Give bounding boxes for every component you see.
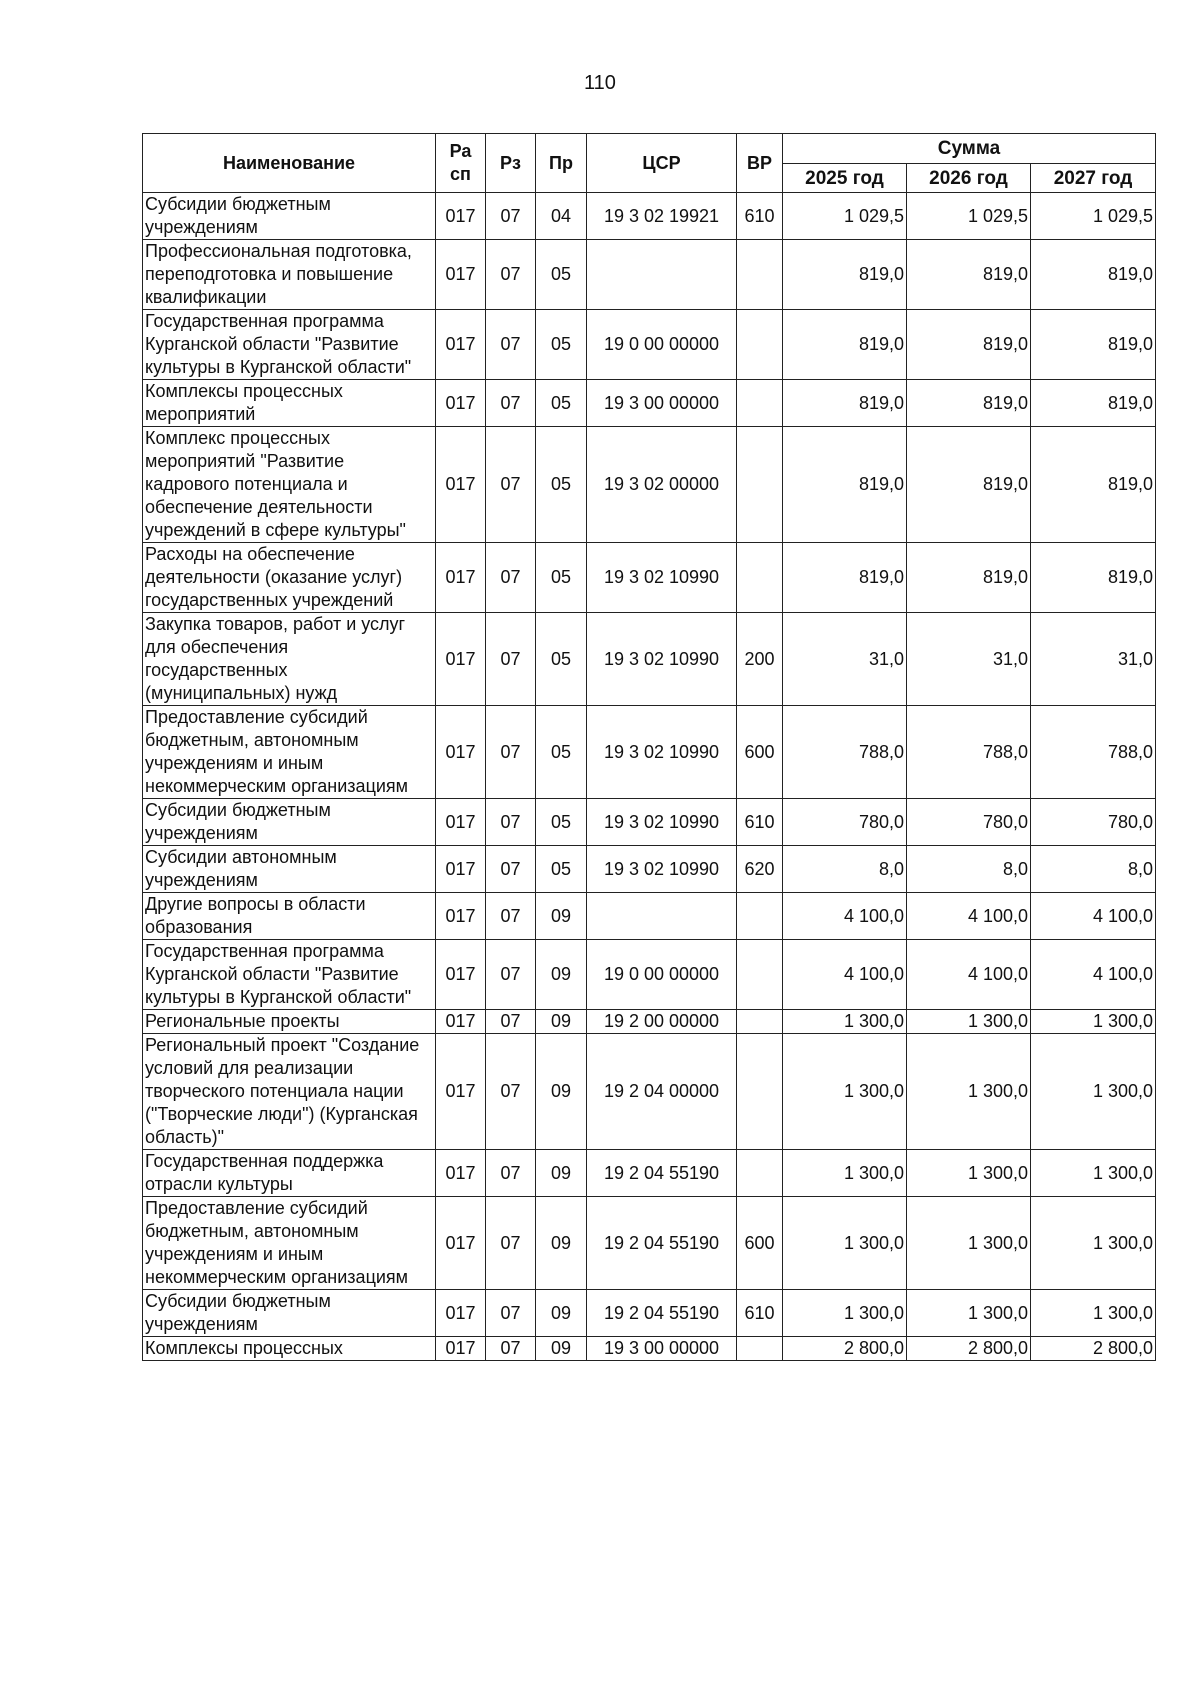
- cell-csr: 19 3 02 00000: [587, 427, 737, 543]
- cell-amount-2026: 819,0: [907, 427, 1031, 543]
- cell-vr: [737, 240, 783, 310]
- table-row: [143, 193, 1156, 240]
- cell-vr: [737, 427, 783, 543]
- cell-name: Другие вопросы в области образования: [143, 893, 436, 940]
- cell-amount-2026: 1 300,0: [907, 1010, 1031, 1034]
- cell-vr: [737, 1010, 783, 1034]
- cell-name: Предоставление субсидий бюджетным, автономным учреждениям и иным некоммерческим организациям: [143, 1197, 436, 1290]
- cell-rz: 07: [486, 427, 536, 543]
- cell-amount-2027: 8,0: [1031, 846, 1156, 893]
- cell-amount-2025: 819,0: [783, 380, 907, 427]
- cell-name: Региональные проекты: [143, 1010, 436, 1034]
- cell-amount-2025: 31,0: [783, 613, 907, 706]
- cell-name: Комплексы процессных: [143, 1337, 436, 1361]
- cell-rasp: 017: [436, 240, 486, 310]
- table-row: [143, 893, 1156, 940]
- cell-pr: 09: [536, 1150, 587, 1197]
- cell-amount-2027: 819,0: [1031, 310, 1156, 380]
- cell-amount-2025: 780,0: [783, 799, 907, 846]
- cell-rz: 07: [486, 1290, 536, 1337]
- cell-rasp: 017: [436, 193, 486, 240]
- cell-amount-2027: 780,0: [1031, 799, 1156, 846]
- page-number: 110: [584, 72, 616, 94]
- cell-name: Комплексы процессных мероприятий: [143, 380, 436, 427]
- cell-csr: 19 0 00 00000: [587, 940, 737, 1010]
- table-row: [143, 1150, 1156, 1197]
- cell-vr: 600: [737, 706, 783, 799]
- cell-amount-2026: 780,0: [907, 799, 1031, 846]
- cell-pr: 05: [536, 240, 587, 310]
- cell-amount-2025: 8,0: [783, 846, 907, 893]
- cell-rasp: 017: [436, 846, 486, 893]
- cell-name: Субсидии бюджетным учреждениям: [143, 1290, 436, 1337]
- cell-rasp: 017: [436, 613, 486, 706]
- cell-rasp: 017: [436, 799, 486, 846]
- cell-amount-2026: 819,0: [907, 543, 1031, 613]
- cell-vr: 610: [737, 1290, 783, 1337]
- cell-csr: 19 3 02 10990: [587, 706, 737, 799]
- table-row: [143, 1337, 1156, 1361]
- cell-amount-2027: 1 300,0: [1031, 1290, 1156, 1337]
- table-row: [143, 1290, 1156, 1337]
- cell-csr: 19 2 04 55190: [587, 1197, 737, 1290]
- cell-name: Профессиональная подготовка, переподготовка и повышение квалификации: [143, 240, 436, 310]
- cell-vr: 200: [737, 613, 783, 706]
- cell-amount-2027: 788,0: [1031, 706, 1156, 799]
- cell-csr: 19 3 02 10990: [587, 543, 737, 613]
- table-row: [143, 543, 1156, 613]
- cell-rasp: 017: [436, 1337, 486, 1361]
- header-year-2025: 2025 год: [783, 164, 907, 193]
- cell-amount-2027: 1 300,0: [1031, 1010, 1156, 1034]
- cell-csr: 19 0 00 00000: [587, 310, 737, 380]
- cell-amount-2026: 4 100,0: [907, 940, 1031, 1010]
- cell-rz: 07: [486, 1197, 536, 1290]
- cell-amount-2027: 1 300,0: [1031, 1150, 1156, 1197]
- cell-name: Государственная поддержка отрасли культуры: [143, 1150, 436, 1197]
- cell-amount-2025: 1 300,0: [783, 1034, 907, 1150]
- cell-name: Предоставление субсидий бюджетным, автономным учреждениям и иным некоммерческим организациям: [143, 706, 436, 799]
- cell-amount-2026: 1 300,0: [907, 1197, 1031, 1290]
- cell-amount-2027: 4 100,0: [1031, 940, 1156, 1010]
- cell-rz: 07: [486, 543, 536, 613]
- cell-pr: 09: [536, 1034, 587, 1150]
- table-row: [143, 380, 1156, 427]
- cell-amount-2026: 1 300,0: [907, 1290, 1031, 1337]
- cell-rz: 07: [486, 240, 536, 310]
- header-rz: Рз: [486, 134, 536, 193]
- cell-csr: 19 2 04 00000: [587, 1034, 737, 1150]
- cell-rasp: 017: [436, 310, 486, 380]
- header-rasp: Ра сп: [436, 134, 486, 193]
- cell-csr: 19 3 02 19921: [587, 193, 737, 240]
- cell-name: Комплекс процессных мероприятий "Развитие кадрового потенциала и обеспечение деятельности учреждений в сфере культуры": [143, 427, 436, 543]
- cell-amount-2027: 1 029,5: [1031, 193, 1156, 240]
- table-row: [143, 799, 1156, 846]
- cell-amount-2027: 1 300,0: [1031, 1034, 1156, 1150]
- cell-amount-2027: 819,0: [1031, 543, 1156, 613]
- cell-amount-2027: 31,0: [1031, 613, 1156, 706]
- cell-csr: 19 3 02 10990: [587, 846, 737, 893]
- cell-rz: 07: [486, 613, 536, 706]
- cell-pr: 05: [536, 543, 587, 613]
- cell-rasp: 017: [436, 940, 486, 1010]
- cell-pr: 05: [536, 799, 587, 846]
- cell-rasp: 017: [436, 543, 486, 613]
- cell-pr: 05: [536, 706, 587, 799]
- cell-amount-2025: 1 300,0: [783, 1150, 907, 1197]
- cell-amount-2026: 1 300,0: [907, 1150, 1031, 1197]
- table-row: [143, 1010, 1156, 1034]
- cell-csr: 19 2 00 00000: [587, 1010, 737, 1034]
- cell-amount-2026: 4 100,0: [907, 893, 1031, 940]
- cell-vr: [737, 1034, 783, 1150]
- cell-csr: [587, 240, 737, 310]
- table-row: [143, 427, 1156, 543]
- cell-csr: 19 3 02 10990: [587, 799, 737, 846]
- table-row: [143, 1034, 1156, 1150]
- cell-amount-2027: 2 800,0: [1031, 1337, 1156, 1361]
- cell-rasp: 017: [436, 706, 486, 799]
- cell-vr: [737, 310, 783, 380]
- header-name: Наименование: [143, 134, 436, 193]
- cell-amount-2025: 788,0: [783, 706, 907, 799]
- cell-rasp: 017: [436, 380, 486, 427]
- cell-amount-2025: 1 300,0: [783, 1010, 907, 1034]
- cell-amount-2025: 4 100,0: [783, 893, 907, 940]
- cell-pr: 04: [536, 193, 587, 240]
- cell-vr: [737, 940, 783, 1010]
- cell-amount-2025: 4 100,0: [783, 940, 907, 1010]
- cell-amount-2026: 31,0: [907, 613, 1031, 706]
- header-csr: ЦСР: [587, 134, 737, 193]
- cell-rasp: 017: [436, 893, 486, 940]
- cell-csr: 19 3 00 00000: [587, 1337, 737, 1361]
- cell-amount-2025: 819,0: [783, 543, 907, 613]
- cell-vr: 600: [737, 1197, 783, 1290]
- cell-rz: 07: [486, 1150, 536, 1197]
- cell-rz: 07: [486, 1337, 536, 1361]
- cell-name: Государственная программа Курганской области "Развитие культуры в Курганской области": [143, 310, 436, 380]
- cell-amount-2025: 1 300,0: [783, 1290, 907, 1337]
- cell-name: Субсидии бюджетным учреждениям: [143, 193, 436, 240]
- cell-rasp: 017: [436, 1010, 486, 1034]
- cell-rasp: 017: [436, 1197, 486, 1290]
- cell-amount-2027: 4 100,0: [1031, 893, 1156, 940]
- cell-pr: 09: [536, 1337, 587, 1361]
- cell-rz: 07: [486, 893, 536, 940]
- cell-pr: 05: [536, 846, 587, 893]
- cell-amount-2026: 2 800,0: [907, 1337, 1031, 1361]
- cell-amount-2026: 819,0: [907, 380, 1031, 427]
- header-vr: ВР: [737, 134, 783, 193]
- cell-pr: 09: [536, 1290, 587, 1337]
- table-row: [143, 1197, 1156, 1290]
- cell-rz: 07: [486, 193, 536, 240]
- cell-amount-2026: 819,0: [907, 240, 1031, 310]
- cell-pr: 05: [536, 427, 587, 543]
- cell-csr: 19 2 04 55190: [587, 1290, 737, 1337]
- cell-amount-2026: 1 029,5: [907, 193, 1031, 240]
- cell-amount-2025: 1 029,5: [783, 193, 907, 240]
- cell-vr: 620: [737, 846, 783, 893]
- cell-amount-2026: 788,0: [907, 706, 1031, 799]
- cell-name: Субсидии автономным учреждениям: [143, 846, 436, 893]
- cell-csr: 19 3 00 00000: [587, 380, 737, 427]
- table-row: [143, 240, 1156, 310]
- cell-name: Региональный проект "Создание условий для реализации творческого потенциала нации ("Творческие люди") (Курганская область)": [143, 1034, 436, 1150]
- cell-amount-2026: 8,0: [907, 846, 1031, 893]
- table-body: [143, 193, 1156, 1361]
- cell-rasp: 017: [436, 1290, 486, 1337]
- cell-vr: 610: [737, 193, 783, 240]
- table-row: [143, 846, 1156, 893]
- cell-pr: 09: [536, 1197, 587, 1290]
- cell-rz: 07: [486, 799, 536, 846]
- cell-amount-2027: 819,0: [1031, 240, 1156, 310]
- cell-amount-2027: 1 300,0: [1031, 1197, 1156, 1290]
- cell-rz: 07: [486, 380, 536, 427]
- cell-rasp: 017: [436, 1150, 486, 1197]
- header-pr: Пр: [536, 134, 587, 193]
- header-sum: Сумма: [783, 134, 1156, 164]
- cell-amount-2025: 819,0: [783, 240, 907, 310]
- cell-vr: [737, 1150, 783, 1197]
- budget-table: [142, 133, 1156, 1361]
- cell-name: Расходы на обеспечение деятельности (оказание услуг) государственных учреждений: [143, 543, 436, 613]
- cell-csr: [587, 893, 737, 940]
- header-year-2026: 2026 год: [907, 164, 1031, 193]
- cell-amount-2025: 1 300,0: [783, 1197, 907, 1290]
- cell-rz: 07: [486, 1034, 536, 1150]
- cell-rz: 07: [486, 940, 536, 1010]
- cell-rasp: 017: [436, 1034, 486, 1150]
- cell-rz: 07: [486, 706, 536, 799]
- cell-pr: 05: [536, 613, 587, 706]
- cell-amount-2027: 819,0: [1031, 427, 1156, 543]
- table-row: [143, 613, 1156, 706]
- cell-pr: 05: [536, 310, 587, 380]
- cell-vr: [737, 1337, 783, 1361]
- cell-pr: 09: [536, 940, 587, 1010]
- cell-pr: 09: [536, 893, 587, 940]
- cell-amount-2026: 1 300,0: [907, 1034, 1031, 1150]
- cell-amount-2025: 2 800,0: [783, 1337, 907, 1361]
- cell-name: Субсидии бюджетным учреждениям: [143, 799, 436, 846]
- cell-rasp: 017: [436, 427, 486, 543]
- cell-csr: 19 3 02 10990: [587, 613, 737, 706]
- cell-vr: [737, 380, 783, 427]
- table-row: [143, 940, 1156, 1010]
- cell-pr: 05: [536, 380, 587, 427]
- cell-vr: 610: [737, 799, 783, 846]
- table-row: [143, 310, 1156, 380]
- cell-vr: [737, 893, 783, 940]
- cell-rz: 07: [486, 846, 536, 893]
- cell-vr: [737, 543, 783, 613]
- header-year-2027: 2027 год: [1031, 164, 1156, 193]
- cell-csr: 19 2 04 55190: [587, 1150, 737, 1197]
- cell-amount-2026: 819,0: [907, 310, 1031, 380]
- cell-name: Государственная программа Курганской области "Развитие культуры в Курганской области": [143, 940, 436, 1010]
- cell-pr: 09: [536, 1010, 587, 1034]
- cell-amount-2025: 819,0: [783, 427, 907, 543]
- cell-name: Закупка товаров, работ и услуг для обеспечения государственных (муниципальных) нужд: [143, 613, 436, 706]
- cell-rz: 07: [486, 310, 536, 380]
- table-row: [143, 706, 1156, 799]
- cell-rz: 07: [486, 1010, 536, 1034]
- cell-amount-2025: 819,0: [783, 310, 907, 380]
- cell-amount-2027: 819,0: [1031, 380, 1156, 427]
